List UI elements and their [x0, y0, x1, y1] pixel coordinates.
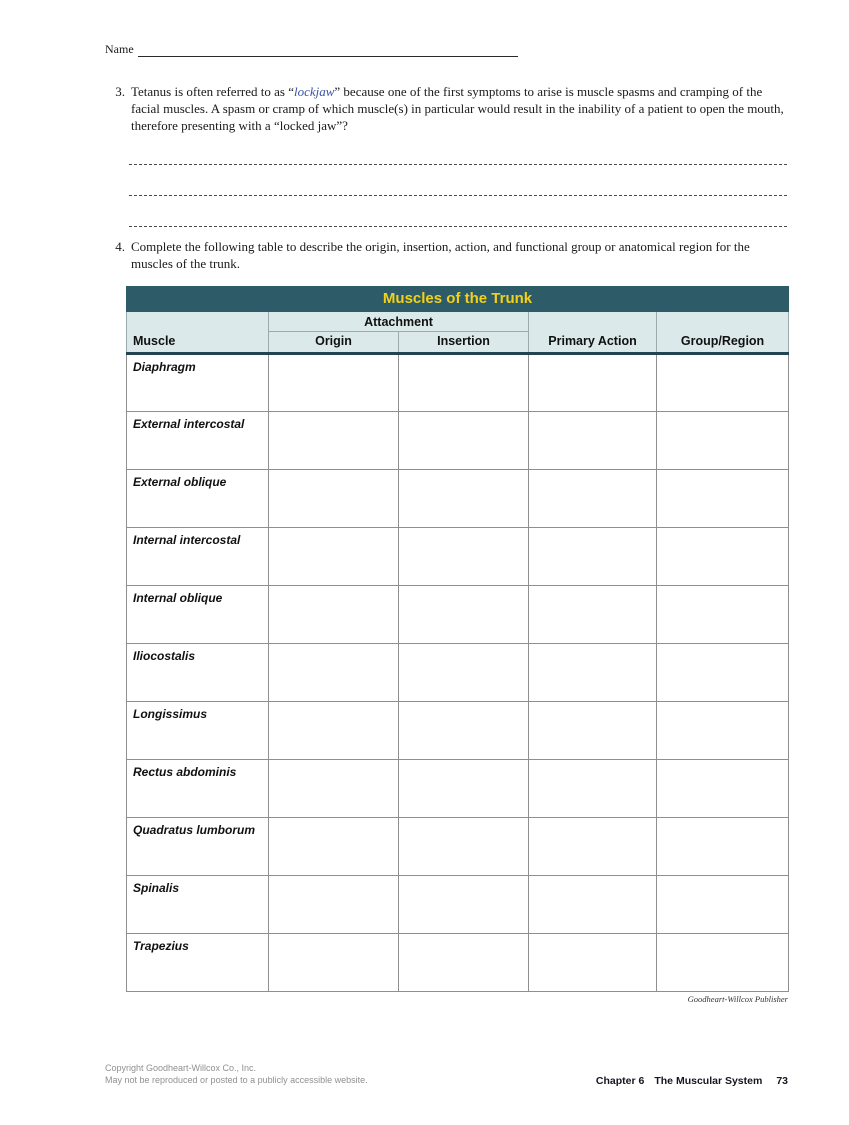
insertion-cell[interactable] [399, 354, 529, 412]
insertion-cell[interactable] [399, 818, 529, 876]
chapter-footer [596, 1075, 788, 1087]
table-row [127, 354, 789, 412]
primary-action-cell[interactable] [529, 412, 657, 470]
column-header-insertion: Insertion [399, 332, 529, 354]
insertion-cell[interactable] [399, 934, 529, 992]
insertion-cell[interactable] [399, 644, 529, 702]
origin-cell[interactable] [269, 586, 399, 644]
muscle-name-cell: Diaphragm [127, 354, 269, 412]
page-footer [105, 1062, 788, 1087]
column-header-muscle: Muscle [127, 312, 269, 354]
question-3-term: lockjaw [293, 84, 335, 99]
question-3-text-before: Tetanus is often referred to as “ [131, 84, 294, 99]
insertion-cell[interactable] [399, 702, 529, 760]
chapter-label: Chapter 6 [595, 1075, 645, 1087]
name-row [105, 42, 788, 57]
origin-cell[interactable] [269, 702, 399, 760]
muscle-name-cell: Rectus abdominis [127, 760, 269, 818]
primary-action-cell[interactable] [529, 818, 657, 876]
primary-action-cell[interactable] [529, 470, 657, 528]
table-row [127, 586, 789, 644]
table-row [127, 934, 789, 992]
question-3-text [131, 83, 788, 134]
muscle-name-cell: Internal oblique [127, 586, 269, 644]
group-region-cell[interactable] [657, 934, 789, 992]
table-row [127, 528, 789, 586]
muscle-name-cell: Spinalis [127, 876, 269, 934]
group-region-cell[interactable] [657, 702, 789, 760]
question-4 [107, 238, 788, 272]
question-3-answer-area [129, 134, 788, 227]
copyright-notice [105, 1062, 368, 1087]
table-row [127, 876, 789, 934]
primary-action-cell[interactable] [529, 934, 657, 992]
muscle-name-cell: Quadratus lumborum [127, 818, 269, 876]
muscle-name-cell: Trapezius [127, 934, 269, 992]
primary-action-cell[interactable] [529, 644, 657, 702]
muscle-name-cell: Iliocostalis [127, 644, 269, 702]
copyright-line-1: Copyright Goodheart-Willcox Co., Inc. [105, 1062, 257, 1073]
primary-action-cell[interactable] [529, 760, 657, 818]
page-number: 73 [776, 1075, 788, 1087]
group-region-cell[interactable] [657, 412, 789, 470]
muscle-name-cell: External oblique [127, 470, 269, 528]
origin-cell[interactable] [269, 934, 399, 992]
primary-action-cell[interactable] [529, 876, 657, 934]
question-4-number: 4. [115, 239, 125, 254]
question-3-text-after: ” because one of the first symptoms to arise is muscle spasms and cramping of the facial muscles. A spasm or cramp of which muscle(s) in particular would result in the inability of a patient to open the mouth, therefore presenting with a “locked jaw”? [131, 84, 784, 133]
origin-cell[interactable] [269, 412, 399, 470]
primary-action-cell[interactable] [529, 702, 657, 760]
table-row [127, 818, 789, 876]
table-title: Muscles of the Trunk [127, 287, 789, 312]
name-input-line[interactable] [138, 43, 518, 57]
group-region-cell[interactable] [657, 760, 789, 818]
question-3-number: 3. [115, 84, 125, 99]
origin-cell[interactable] [269, 644, 399, 702]
group-region-cell[interactable] [657, 354, 789, 412]
answer-line-1[interactable] [129, 134, 788, 165]
question-4-text: Complete the following table to describe the origin, insertion, action, and functional group or anatomical region for the muscles of the trunk. [131, 239, 750, 271]
origin-cell[interactable] [269, 760, 399, 818]
insertion-cell[interactable] [399, 470, 529, 528]
insertion-cell[interactable] [399, 528, 529, 586]
origin-cell[interactable] [269, 876, 399, 934]
column-header-group-region: Group/Region [657, 312, 789, 354]
table-row [127, 412, 789, 470]
group-region-cell[interactable] [657, 876, 789, 934]
answer-line-2[interactable] [129, 165, 788, 196]
primary-action-cell[interactable] [529, 586, 657, 644]
insertion-cell[interactable] [399, 412, 529, 470]
origin-cell[interactable] [269, 354, 399, 412]
answer-line-3[interactable] [129, 196, 788, 227]
insertion-cell[interactable] [399, 760, 529, 818]
group-region-cell[interactable] [657, 470, 789, 528]
muscles-table-wrap [126, 286, 788, 1004]
muscle-name-cell: Internal intercostal [127, 528, 269, 586]
origin-cell[interactable] [269, 470, 399, 528]
column-group-header-attachment: Attachment [269, 312, 529, 332]
column-header-primary-action: Primary Action [529, 312, 657, 354]
origin-cell[interactable] [269, 818, 399, 876]
group-region-cell[interactable] [657, 644, 789, 702]
publisher-credit: Goodheart-Willcox Publisher [687, 994, 788, 1004]
insertion-cell[interactable] [399, 876, 529, 934]
group-region-cell[interactable] [657, 818, 789, 876]
primary-action-cell[interactable] [529, 528, 657, 586]
group-region-cell[interactable] [657, 528, 789, 586]
muscle-name-cell: Longissimus [127, 702, 269, 760]
question-3 [107, 83, 788, 134]
chapter-title: The Muscular System [654, 1075, 763, 1087]
name-label: Name [105, 42, 134, 56]
insertion-cell[interactable] [399, 586, 529, 644]
table-row [127, 644, 789, 702]
table-row [127, 760, 789, 818]
origin-cell[interactable] [269, 528, 399, 586]
group-region-cell[interactable] [657, 586, 789, 644]
copyright-line-2: May not be reproduced or posted to a publicly accessible website. [105, 1075, 368, 1086]
primary-action-cell[interactable] [529, 354, 657, 412]
muscles-table [126, 286, 789, 992]
muscle-name-cell: External intercostal [127, 412, 269, 470]
table-row [127, 470, 789, 528]
table-row [127, 702, 789, 760]
column-header-origin: Origin [269, 332, 399, 354]
